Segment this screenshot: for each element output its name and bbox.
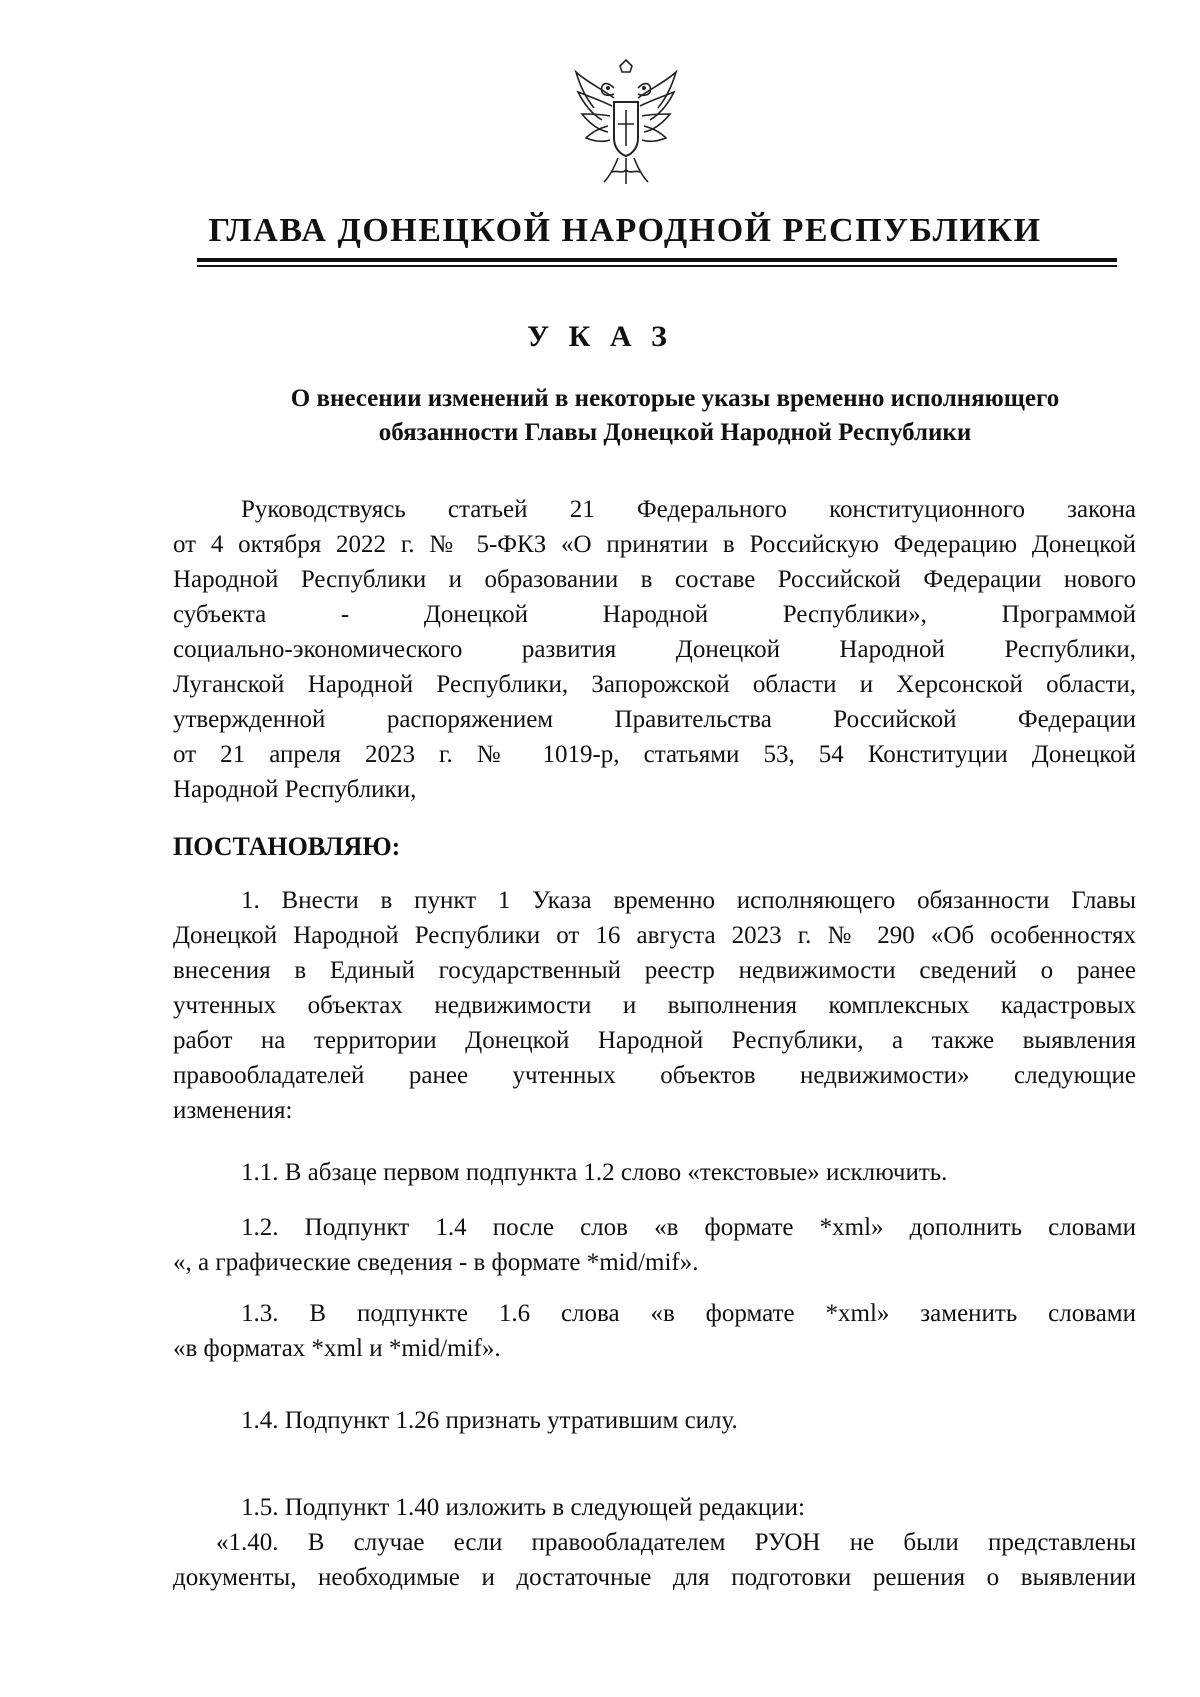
item-1-line: правообладателей ранее учтенных объектов недвижимости» следующие (173, 1062, 1136, 1089)
preamble-line: Луганской Народной Республики, Запорожской области и Херсонской области, (173, 671, 1136, 698)
subject-line: обязанности Главы Донецкой Народной Республики (378, 419, 972, 446)
item-1-line: учтенных объектах недвижимости и выполнения комплексных кадастровых (173, 992, 1136, 1019)
item-1-3-line: «в форматах *xml и *mid/mif». (173, 1335, 501, 1362)
issuer-title: ГЛАВА ДОНЕЦКОЙ НАРОДНОЙ РЕСПУБЛИКИ (208, 212, 1042, 249)
preamble-line: Руководствуясь статьей 21 Федерального конституционного закона (241, 496, 1136, 523)
item-1-line: Донецкой Народной Республики от 16 августа 2023 г. № 290 «Об особенностях (173, 922, 1136, 949)
item-1-1-paragraph (173, 1155, 1136, 1190)
preamble-line: социально-экономического развития Донецкой Народной Республики, (173, 636, 1136, 663)
item-1-4-line: 1.4. Подпункт 1.26 признать утратившим силу. (241, 1407, 738, 1434)
preamble-line: от 21 апреля 2023 г. № 1019-р, статьями 53, 54 Конституции Донецкой (173, 741, 1136, 768)
item-1-2-line: «, а графические сведения - в формате *mid/mif». (173, 1249, 699, 1276)
preamble-line: субъекта - Донецкой Народной Республики», Программой (173, 601, 1136, 628)
header-rule-thick (197, 258, 1117, 262)
item-1-paragraph (173, 883, 1136, 1128)
item-1-3-line: 1.3. В подпункте 1.6 слова «в формате *xml» заменить словами (241, 1300, 1136, 1327)
item-1-1-line: 1.1. В абзаце первом подпункта 1.2 слово «текстовые» исключить. (241, 1159, 948, 1186)
item-1-line: 1. Внести в пункт 1 Указа временно исполняющего обязанности Главы (241, 887, 1136, 914)
decree-operative-word: ПОСТАНОВЛЯЮ: (173, 832, 401, 861)
item-1-2-line: 1.2. Подпункт 1.4 после слов «в формате *xml» дополнить словами (241, 1214, 1136, 1241)
item-1-4-paragraph (173, 1403, 1136, 1438)
preamble-line: утвержденной распоряжением Правительства Российской Федерации (173, 706, 1136, 733)
preamble-paragraph (173, 492, 1136, 807)
preamble-line: Народной Республики, (173, 776, 417, 803)
item-1-2-paragraph (173, 1210, 1136, 1280)
item-1-line: изменения: (173, 1097, 293, 1124)
item-1-line: внесения в Единый государственный реестр недвижимости сведений о ранее (173, 957, 1136, 984)
item-1-3-paragraph (173, 1296, 1136, 1366)
preamble-line: от 4 октября 2022 г. № 5-ФКЗ «О принятии в Российскую Федерацию Донецкой (173, 531, 1136, 558)
item-1-5-line: 1.5. Подпункт 1.40 изложить в следующей редакции: (241, 1494, 805, 1521)
header-rule-thin (197, 265, 1117, 267)
coat-of-arms-emblem (570, 58, 682, 190)
preamble-line: Народной Республики и образовании в составе Российской Федерации нового (173, 566, 1136, 593)
item-1-40-paragraph (173, 1525, 1136, 1595)
item-1-40-line: «1.40. В случае если правообладателем РУОН не были представлены (216, 1529, 1136, 1556)
item-1-40-line: документы, необходимые и достаточные для подготовки решения о выявлении (173, 1564, 1136, 1591)
item-1-line: работ на территории Донецкой Народной Республики, а также выявления (173, 1027, 1136, 1054)
document-subject (240, 382, 1110, 450)
subject-line: О внесении изменений в некоторые указы временно исполняющего (290, 385, 1060, 412)
document-type: У К А З (527, 320, 673, 353)
item-1-5-paragraph (173, 1490, 1136, 1525)
